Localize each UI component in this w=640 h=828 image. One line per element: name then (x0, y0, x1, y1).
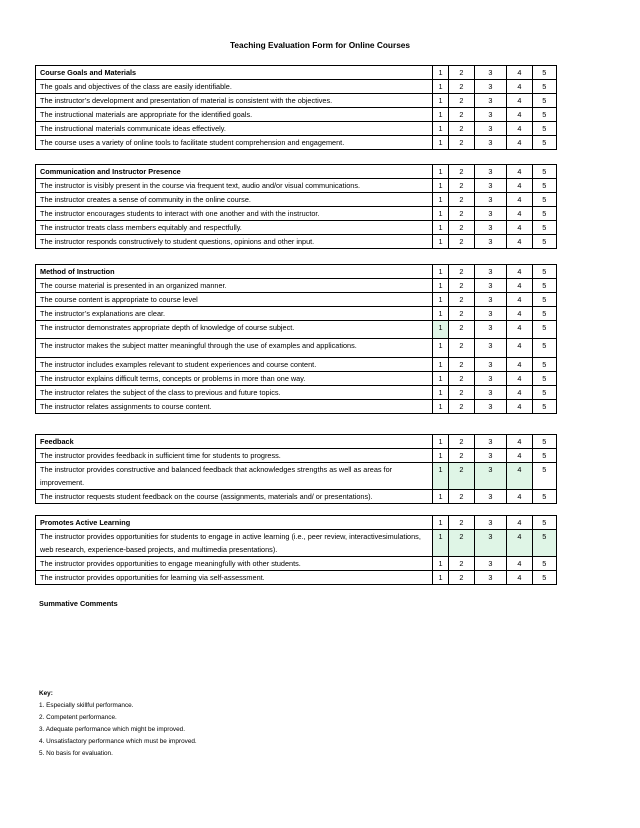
scale-header-5: 5 (532, 66, 556, 80)
key-title: Key: (39, 690, 53, 697)
criterion-text: The instructor requests student feedback on the course (assignments, materials and/ or presentations). (36, 490, 433, 504)
rating-option-2[interactable]: 2 (449, 235, 474, 249)
rating-option-4[interactable]: 4 (507, 80, 532, 94)
scale-header-4: 4 (507, 435, 532, 449)
rating-option-4[interactable]: 4 (507, 94, 532, 108)
rating-option-3[interactable]: 3 (474, 307, 507, 321)
criterion-row (36, 449, 557, 463)
rating-option-4[interactable]: 4 (507, 136, 532, 150)
criterion-row (36, 179, 557, 193)
criterion-text: The goals and objectives of the class are easily identifiable. (36, 80, 433, 94)
criterion-text: The instructor provides opportunities for students to engage in active learning (i.e., peer review, interactivesimulations, web research, experience-based projects, and multimedia presentations). (36, 530, 433, 557)
rating-option-5[interactable]: 5 (532, 221, 556, 235)
rating-option-1[interactable]: 1 (432, 94, 448, 108)
rating-option-1[interactable]: 1 (432, 279, 448, 293)
evaluation-section-table (35, 164, 557, 249)
rating-option-3[interactable]: 3 (474, 490, 507, 504)
rating-option-4[interactable]: 4 (507, 490, 532, 504)
rating-option-1[interactable]: 1 (432, 108, 448, 122)
rating-option-3[interactable]: 3 (474, 207, 507, 221)
key-item: 3. Adequate performance which might be improved. (39, 726, 186, 733)
rating-option-1[interactable]: 1 (432, 386, 448, 400)
rating-key (39, 688, 197, 760)
rating-option-4[interactable]: 4 (507, 449, 532, 463)
evaluation-section-table (35, 264, 557, 414)
rating-option-4[interactable]: 4 (507, 279, 532, 293)
scale-header-2: 2 (449, 435, 474, 449)
rating-option-5[interactable]: 5 (532, 293, 556, 307)
criterion-row (36, 108, 557, 122)
rating-option-1[interactable]: 1 (432, 530, 448, 557)
section-heading: Course Goals and Materials (36, 66, 433, 80)
section-header-row (36, 435, 557, 449)
rating-option-4[interactable]: 4 (507, 193, 532, 207)
criterion-text: The instructor encourages students to interact with one another and with the instructor. (36, 207, 433, 221)
form-title: Teaching Evaluation Form for Online Courses (229, 40, 411, 50)
rating-option-5[interactable]: 5 (532, 463, 556, 490)
rating-option-1[interactable]: 1 (432, 193, 448, 207)
rating-option-3[interactable]: 3 (474, 193, 507, 207)
section-header-row (36, 66, 557, 80)
rating-option-3[interactable]: 3 (474, 339, 507, 358)
criterion-text: The instructional materials are appropriate for the identified goals. (36, 108, 433, 122)
rating-option-3[interactable]: 3 (474, 449, 507, 463)
scale-header-3: 3 (474, 516, 507, 530)
scale-header-1: 1 (432, 516, 448, 530)
criterion-row (36, 221, 557, 235)
rating-option-1[interactable]: 1 (432, 136, 448, 150)
criterion-text: The instructor provides feedback in sufficient time for students to progress. (36, 449, 433, 463)
rating-option-4[interactable]: 4 (507, 235, 532, 249)
criterion-row (36, 386, 557, 400)
rating-option-1[interactable]: 1 (432, 221, 448, 235)
rating-option-5[interactable]: 5 (532, 136, 556, 150)
rating-option-5[interactable]: 5 (532, 571, 556, 585)
criterion-text: The instructor’s development and presentation of material is consistent with the objectives. (36, 94, 433, 108)
criterion-text: The instructor relates assignments to course content. (36, 400, 433, 414)
rating-option-5[interactable]: 5 (532, 339, 556, 358)
rating-option-2[interactable]: 2 (449, 530, 474, 557)
rating-option-2[interactable]: 2 (449, 108, 474, 122)
criterion-row (36, 400, 557, 414)
rating-option-5[interactable]: 5 (532, 358, 556, 372)
rating-option-4[interactable]: 4 (507, 571, 532, 585)
criterion-text: The instructor explains difficult terms, concepts or problems in more than one way. (36, 372, 433, 386)
rating-option-4[interactable]: 4 (507, 108, 532, 122)
evaluation-section-table (35, 515, 557, 585)
section-heading: Promotes Active Learning (36, 516, 433, 530)
scale-header-1: 1 (432, 66, 448, 80)
scale-header-5: 5 (532, 516, 556, 530)
rating-option-2[interactable]: 2 (449, 94, 474, 108)
criterion-row (36, 358, 557, 372)
criterion-text: The course content is appropriate to course level (36, 293, 433, 307)
rating-option-5[interactable]: 5 (532, 235, 556, 249)
rating-option-3[interactable]: 3 (474, 136, 507, 150)
rating-option-5[interactable]: 5 (532, 122, 556, 136)
scale-header-1: 1 (432, 435, 448, 449)
rating-option-1[interactable]: 1 (432, 449, 448, 463)
rating-option-3[interactable]: 3 (474, 122, 507, 136)
criterion-text: The instructor treats class members equitably and respectfully. (36, 221, 433, 235)
rating-option-2[interactable]: 2 (449, 339, 474, 358)
criterion-text: The course uses a variety of online tools to facilitate student comprehension and engagement. (36, 136, 433, 150)
scale-header-1: 1 (432, 265, 448, 279)
scale-header-3: 3 (474, 435, 507, 449)
scale-header-4: 4 (507, 165, 532, 179)
rating-option-5[interactable]: 5 (532, 557, 556, 571)
rating-option-1[interactable]: 1 (432, 207, 448, 221)
section-heading: Feedback (36, 435, 433, 449)
criterion-text: The instructor makes the subject matter meaningful through the use of examples and applications. (36, 339, 433, 358)
rating-option-4[interactable]: 4 (507, 122, 532, 136)
rating-option-2[interactable]: 2 (449, 463, 474, 490)
rating-option-4[interactable]: 4 (507, 179, 532, 193)
rating-option-5[interactable]: 5 (532, 193, 556, 207)
section-header-row (36, 165, 557, 179)
rating-option-3[interactable]: 3 (474, 80, 507, 94)
criterion-row (36, 530, 557, 557)
rating-option-1[interactable]: 1 (432, 358, 448, 372)
rating-option-3[interactable]: 3 (474, 179, 507, 193)
criterion-text: The instructor provides opportunities for learning via self-assessment. (36, 571, 433, 585)
criterion-row (36, 339, 557, 358)
rating-option-1[interactable]: 1 (432, 235, 448, 249)
scale-header-2: 2 (449, 165, 474, 179)
criterion-row (36, 279, 557, 293)
rating-option-1[interactable]: 1 (432, 571, 448, 585)
rating-option-4[interactable]: 4 (507, 372, 532, 386)
rating-option-4[interactable]: 4 (507, 386, 532, 400)
rating-option-2[interactable]: 2 (449, 400, 474, 414)
section-heading: Communication and Instructor Presence (36, 165, 433, 179)
rating-option-2[interactable]: 2 (449, 358, 474, 372)
rating-option-2[interactable]: 2 (449, 557, 474, 571)
rating-option-1[interactable]: 1 (432, 557, 448, 571)
rating-option-5[interactable]: 5 (532, 94, 556, 108)
criterion-row (36, 557, 557, 571)
rating-option-3[interactable]: 3 (474, 293, 507, 307)
rating-option-4[interactable]: 4 (507, 463, 532, 490)
key-item: 1. Especially skillful performance. (39, 702, 134, 709)
rating-option-5[interactable]: 5 (532, 449, 556, 463)
key-item: 4. Unsatisfactory performance which must be improved. (39, 738, 197, 745)
criterion-row (36, 372, 557, 386)
rating-option-4[interactable]: 4 (507, 207, 532, 221)
rating-option-3[interactable]: 3 (474, 463, 507, 490)
criterion-row (36, 94, 557, 108)
rating-option-5[interactable]: 5 (532, 400, 556, 414)
rating-option-2[interactable]: 2 (449, 386, 474, 400)
rating-option-2[interactable]: 2 (449, 490, 474, 504)
rating-option-5[interactable]: 5 (532, 490, 556, 504)
scale-header-2: 2 (449, 66, 474, 80)
rating-option-5[interactable]: 5 (532, 307, 556, 321)
criterion-row (36, 571, 557, 585)
criterion-text: The instructor includes examples relevant to student experiences and course content. (36, 358, 433, 372)
rating-option-1[interactable]: 1 (432, 122, 448, 136)
rating-option-5[interactable]: 5 (532, 80, 556, 94)
rating-option-4[interactable]: 4 (507, 358, 532, 372)
criterion-row (36, 293, 557, 307)
rating-option-3[interactable]: 3 (474, 571, 507, 585)
rating-option-2[interactable]: 2 (449, 122, 474, 136)
criterion-row (36, 193, 557, 207)
rating-option-2[interactable]: 2 (449, 293, 474, 307)
scale-header-5: 5 (532, 165, 556, 179)
criterion-text: The instructor’s explanations are clear. (36, 307, 433, 321)
rating-option-4[interactable]: 4 (507, 321, 532, 339)
rating-option-3[interactable]: 3 (474, 372, 507, 386)
rating-option-5[interactable]: 5 (532, 207, 556, 221)
rating-option-5[interactable]: 5 (532, 321, 556, 339)
rating-option-4[interactable]: 4 (507, 221, 532, 235)
rating-option-3[interactable]: 3 (474, 557, 507, 571)
rating-option-4[interactable]: 4 (507, 400, 532, 414)
rating-option-1[interactable]: 1 (432, 179, 448, 193)
rating-option-3[interactable]: 3 (474, 530, 507, 557)
scale-header-4: 4 (507, 516, 532, 530)
rating-option-5[interactable]: 5 (532, 108, 556, 122)
rating-option-1[interactable]: 1 (432, 307, 448, 321)
rating-option-3[interactable]: 3 (474, 279, 507, 293)
criterion-text: The instructor creates a sense of community in the online course. (36, 193, 433, 207)
criterion-row (36, 463, 557, 490)
summative-comments-label: Summative Comments (39, 599, 118, 608)
key-item: 2. Competent performance. (39, 714, 117, 721)
section-heading: Method of Instruction (36, 265, 433, 279)
rating-option-1[interactable]: 1 (432, 463, 448, 490)
rating-option-1[interactable]: 1 (432, 80, 448, 94)
criterion-row (36, 122, 557, 136)
rating-option-2[interactable]: 2 (449, 571, 474, 585)
section-header-row (36, 265, 557, 279)
section-header-row (36, 516, 557, 530)
rating-option-3[interactable]: 3 (474, 386, 507, 400)
scale-header-2: 2 (449, 516, 474, 530)
rating-option-1[interactable]: 1 (432, 339, 448, 358)
evaluation-section-table (35, 434, 557, 504)
rating-option-4[interactable]: 4 (507, 530, 532, 557)
rating-option-2[interactable]: 2 (449, 179, 474, 193)
scale-header-4: 4 (507, 66, 532, 80)
criterion-text: The instructor provides opportunities to engage meaningfully with other students. (36, 557, 433, 571)
criterion-text: The instructor demonstrates appropriate depth of knowledge of course subject. (36, 321, 433, 339)
rating-option-1[interactable]: 1 (432, 321, 448, 339)
criterion-row (36, 207, 557, 221)
criterion-row (36, 80, 557, 94)
rating-option-2[interactable]: 2 (449, 207, 474, 221)
rating-option-3[interactable]: 3 (474, 358, 507, 372)
scale-header-3: 3 (474, 265, 507, 279)
rating-option-2[interactable]: 2 (449, 307, 474, 321)
rating-option-3[interactable]: 3 (474, 108, 507, 122)
rating-option-3[interactable]: 3 (474, 94, 507, 108)
rating-option-5[interactable]: 5 (532, 372, 556, 386)
rating-option-2[interactable]: 2 (449, 372, 474, 386)
rating-option-4[interactable]: 4 (507, 557, 532, 571)
scale-header-3: 3 (474, 165, 507, 179)
rating-option-1[interactable]: 1 (432, 400, 448, 414)
rating-option-2[interactable]: 2 (449, 193, 474, 207)
rating-option-3[interactable]: 3 (474, 221, 507, 235)
evaluation-section-table (35, 65, 557, 150)
criterion-text: The instructional materials communicate ideas effectively. (36, 122, 433, 136)
scale-header-5: 5 (532, 265, 556, 279)
rating-option-4[interactable]: 4 (507, 293, 532, 307)
rating-option-2[interactable]: 2 (449, 321, 474, 339)
key-item: 5. No basis for evaluation. (39, 750, 113, 757)
rating-option-2[interactable]: 2 (449, 80, 474, 94)
criterion-row (36, 490, 557, 504)
scale-header-4: 4 (507, 265, 532, 279)
rating-option-3[interactable]: 3 (474, 235, 507, 249)
criterion-row (36, 307, 557, 321)
scale-header-3: 3 (474, 66, 507, 80)
rating-option-2[interactable]: 2 (449, 221, 474, 235)
scale-header-2: 2 (449, 265, 474, 279)
rating-option-5[interactable]: 5 (532, 386, 556, 400)
criterion-row (36, 321, 557, 339)
rating-option-4[interactable]: 4 (507, 307, 532, 321)
criterion-text: The instructor responds constructively to student questions, opinions and other input. (36, 235, 433, 249)
rating-option-1[interactable]: 1 (432, 490, 448, 504)
criterion-text: The instructor relates the subject of the class to previous and future topics. (36, 386, 433, 400)
rating-option-5[interactable]: 5 (532, 279, 556, 293)
criterion-text: The course material is presented in an organized manner. (36, 279, 433, 293)
criterion-text: The instructor provides constructive and balanced feedback that acknowledges strengths as well as areas for improvement. (36, 463, 433, 490)
scale-header-1: 1 (432, 165, 448, 179)
rating-option-5[interactable]: 5 (532, 530, 556, 557)
rating-option-1[interactable]: 1 (432, 372, 448, 386)
rating-option-3[interactable]: 3 (474, 321, 507, 339)
criterion-row (36, 235, 557, 249)
rating-option-4[interactable]: 4 (507, 339, 532, 358)
scale-header-5: 5 (532, 435, 556, 449)
rating-option-2[interactable]: 2 (449, 136, 474, 150)
rating-option-3[interactable]: 3 (474, 400, 507, 414)
rating-option-1[interactable]: 1 (432, 293, 448, 307)
criterion-text: The instructor is visibly present in the course via frequent text, audio and/or visual communications. (36, 179, 433, 193)
rating-option-5[interactable]: 5 (532, 179, 556, 193)
rating-option-2[interactable]: 2 (449, 279, 474, 293)
rating-option-2[interactable]: 2 (449, 449, 474, 463)
criterion-row (36, 136, 557, 150)
